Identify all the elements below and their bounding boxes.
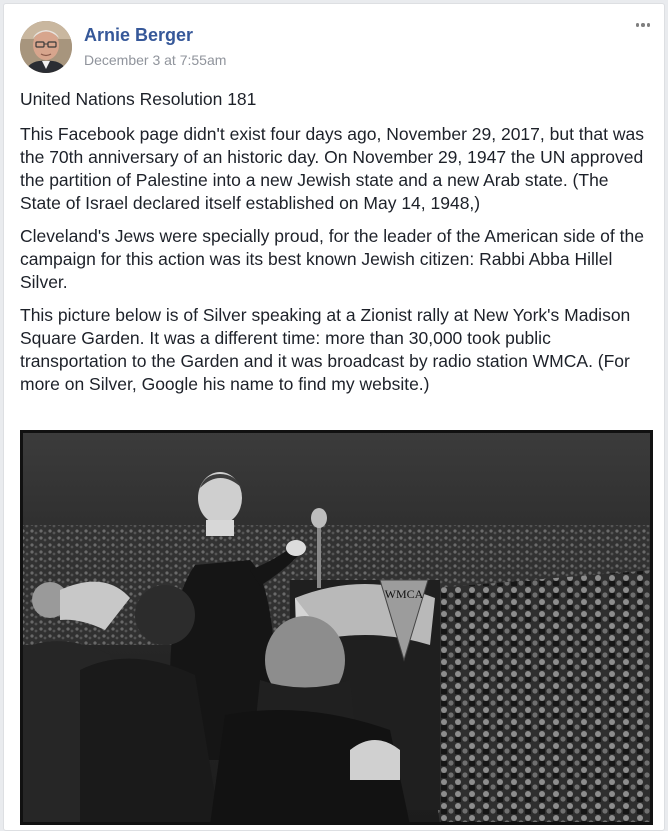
- more-dot: [636, 23, 640, 27]
- post-title-paragraph: United Nations Resolution 181: [20, 89, 257, 109]
- avatar[interactable]: [20, 21, 72, 73]
- post-photo[interactable]: [20, 430, 653, 825]
- post-paragraph: This picture below is of Silver speaking at a Zionist rally at New York's Madison Square Garden. It was a different time: more than 30,000 took public transportation to the Garden and it was broadcast by radio station WMCA. (For more on Silver, Google his name to find my website.): [20, 305, 631, 394]
- post-timestamp-link[interactable]: December 3 at 7:55am: [84, 52, 227, 68]
- post-body: [20, 88, 652, 406]
- post-header: [4, 4, 664, 84]
- post-card: [3, 3, 665, 831]
- more-dot: [647, 23, 651, 27]
- post-paragraph: Cleveland's Jews were specially proud, for the leader of the American side of the campaign for this action was its best known Jewish citizen: Rabbi Abba Hillel Silver.: [20, 226, 644, 292]
- more-dot: [641, 23, 645, 27]
- banner-text: WMCA: [384, 587, 424, 601]
- more-options-icon[interactable]: [632, 18, 654, 32]
- author-name-link[interactable]: Arnie Berger: [84, 25, 194, 45]
- rally-photo-image: [20, 430, 653, 825]
- post-paragraph: This Facebook page didn't exist four days ago, November 29, 2017, but that was the 70th anniversary of an historic day. On November 29, 1947 the UN approved the partition of Palestine into a new Jewish state and a new Arab state. (The State of Israel declared itself established on May 14, 1948,): [20, 124, 644, 213]
- avatar-portrait-image: [20, 21, 72, 73]
